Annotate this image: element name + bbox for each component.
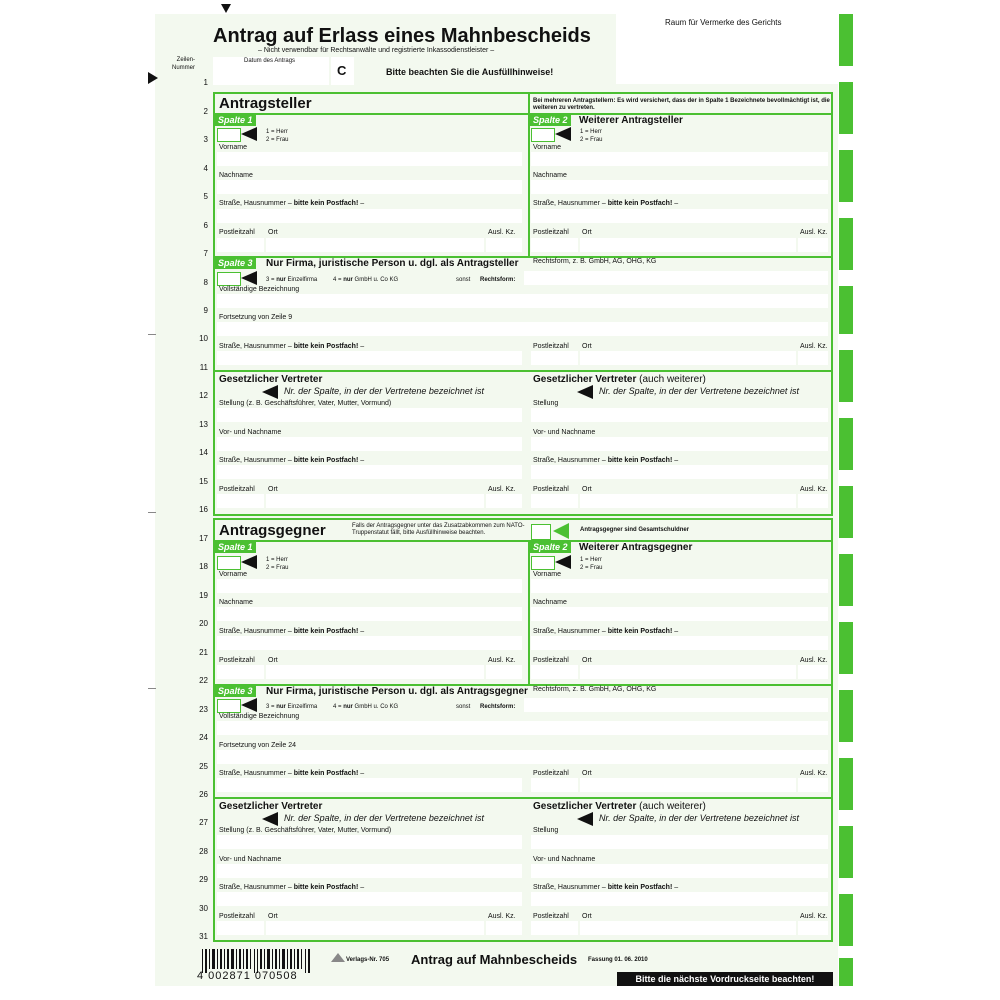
divider	[213, 113, 833, 115]
strasse-label: Straße, Hausnummer – bitte kein Postfach! –	[219, 628, 365, 635]
divider	[213, 797, 833, 799]
rechtsform-hint: Rechtsform, z. B. GmbH, AG, OHG, KG	[533, 258, 657, 265]
hint-text: Bitte beachten Sie die Ausfüllhinweise!	[386, 67, 554, 77]
ort-field[interactable]	[266, 238, 484, 252]
herr-label: 1 = Herr	[580, 557, 602, 563]
strasse-field[interactable]	[217, 351, 522, 365]
verlag-nr: Verlags-Nr. 705	[346, 957, 390, 963]
stellung-label: Stellung	[533, 400, 559, 407]
row-number: 5	[203, 192, 208, 201]
row-number: 9	[203, 306, 208, 315]
plz-label: Postleitzahl	[219, 486, 255, 493]
stellung-field[interactable]	[217, 408, 522, 422]
strasse-field[interactable]	[531, 209, 828, 223]
margin-stripe	[839, 14, 853, 66]
plz-field[interactable]	[531, 351, 578, 365]
plz-field[interactable]	[531, 494, 578, 508]
mehrere-note: Bei mehreren Antragstellern: Es wird versichert, dass der in Spalte 1 Bezeichnete bevollmächtigt ist, die weiteren zu vertreten.	[533, 98, 830, 111]
margin-stripe	[839, 486, 853, 538]
strasse-label: Straße, Hausnummer – bitte kein Postfach! –	[533, 884, 679, 891]
vornach-label: Vor- und Nachname	[533, 856, 596, 863]
fortsetzung-label: Fortsetzung von Zeile 24	[219, 742, 297, 749]
strasse-label: Straße, Hausnummer – bitte kein Postfach! –	[219, 884, 365, 891]
stellung-field[interactable]	[531, 835, 828, 849]
barcode-number: 4 002871 070508	[197, 970, 298, 982]
strasse-label: Straße, Hausnummer – bitte kein Postfach! –	[533, 628, 679, 635]
ort-field[interactable]	[580, 494, 796, 508]
row-number: 17	[199, 534, 208, 543]
divider	[528, 540, 530, 685]
strasse-field[interactable]	[217, 892, 522, 906]
plz-field[interactable]	[531, 665, 578, 679]
fold-mark	[148, 512, 156, 513]
margin-stripe	[839, 758, 853, 810]
rechtsform-label: Rechtsform:	[480, 277, 516, 283]
row-number: 25	[199, 762, 208, 771]
firma-heading: Nur Firma, juristische Person u. dgl. als Antragsgegner	[266, 686, 528, 697]
vornach-field[interactable]	[217, 437, 522, 451]
herr-label: 1 = Herr	[266, 129, 288, 135]
ausl-field[interactable]	[486, 665, 522, 679]
ausl-field[interactable]	[798, 921, 828, 935]
frau-label: 2 = Frau	[580, 565, 603, 571]
arrow-icon	[262, 812, 278, 826]
ort-label: Ort	[582, 770, 592, 777]
ausl-field[interactable]	[798, 494, 828, 508]
plz-field[interactable]	[531, 238, 578, 252]
nachname-label: Nachname	[219, 172, 253, 179]
ort-label: Ort	[268, 913, 278, 920]
spalte-1-tag: Spalte 1	[215, 115, 256, 126]
ausl-field[interactable]	[798, 778, 828, 792]
ort-field[interactable]	[580, 351, 796, 365]
plz-label: Postleitzahl	[533, 486, 569, 493]
vertreter-heading: Gesetzlicher Vertreter	[219, 374, 323, 385]
ort-label: Ort	[268, 657, 278, 664]
plz-label: Postleitzahl	[219, 657, 255, 664]
plz-field[interactable]	[217, 494, 264, 508]
row-number: 14	[199, 448, 208, 457]
vorname-label: Vorname	[219, 571, 248, 578]
strasse-label: Straße, Hausnummer – bitte kein Postfach! –	[533, 200, 679, 207]
frau-label: 2 = Frau	[580, 137, 603, 143]
fortsetzung-label: Fortsetzung von Zeile 9	[219, 314, 293, 321]
plz-label: Postleitzahl	[533, 229, 569, 236]
herr-label: 1 = Herr	[266, 557, 288, 563]
margin-stripe	[839, 418, 853, 470]
row-number: 27	[199, 818, 208, 827]
row-number: 28	[199, 847, 208, 856]
vornach-label: Vor- und Nachname	[219, 429, 282, 436]
ausl-label: Ausl. Kz.	[488, 229, 516, 236]
vertreter-heading: Gesetzlicher Vertreter	[219, 801, 323, 812]
ausl-label: Ausl. Kz.	[488, 486, 516, 493]
form-code: C	[337, 63, 347, 78]
strasse-field[interactable]	[217, 636, 522, 650]
nachname-label: Nachname	[533, 599, 567, 606]
arrow-icon	[241, 127, 257, 141]
fassung: Fassung 01. 06. 2010	[588, 957, 648, 963]
strasse-label: Straße, Hausnummer – bitte kein Postfach! –	[533, 457, 679, 464]
ort-label: Ort	[268, 486, 278, 493]
plz-label: Postleitzahl	[219, 229, 255, 236]
vorname-label: Vorname	[533, 144, 562, 151]
vertreter2-heading: Gesetzlicher Vertreter (auch weiterer)	[533, 801, 706, 812]
nachname-label: Nachname	[533, 172, 567, 179]
anrede-box[interactable]	[531, 128, 555, 142]
ausl-label: Ausl. Kz.	[800, 913, 828, 920]
margin-stripe	[839, 286, 853, 334]
spalte-2-tag: Spalte 2	[530, 115, 571, 126]
nr-spalte-label: Nr. der Spalte, in der der Vertretene bezeichnet ist	[284, 813, 484, 823]
plz-label: Postleitzahl	[533, 770, 569, 777]
arrow-icon	[241, 555, 257, 569]
margin-stripe	[839, 82, 853, 134]
strasse-label: Straße, Hausnummer – bitte kein Postfach! –	[219, 343, 365, 350]
stellung-label: Stellung	[533, 827, 559, 834]
form-subtitle: – Nicht verwendbar für Rechtsanwälte und registrierte Inkassodienstleister –	[258, 47, 495, 54]
plz-field[interactable]	[531, 921, 578, 935]
arrow-outline-icon	[553, 523, 569, 539]
ort-label: Ort	[582, 486, 592, 493]
vornach-label: Vor- und Nachname	[533, 429, 596, 436]
nachname-field[interactable]	[217, 607, 522, 621]
sonst-label: sonst	[456, 277, 471, 283]
fold-mark	[148, 688, 156, 689]
anrede-box[interactable]	[217, 128, 241, 142]
strasse-field[interactable]	[531, 636, 828, 650]
plz-field[interactable]	[217, 921, 264, 935]
row-number: 29	[199, 875, 208, 884]
ausl-label: Ausl. Kz.	[488, 657, 516, 664]
ort-label: Ort	[268, 229, 278, 236]
row-number: 24	[199, 733, 208, 742]
row-number: 13	[199, 420, 208, 429]
firma-type-box[interactable]	[217, 699, 241, 713]
vornach-field[interactable]	[531, 864, 828, 878]
rechtsform-field[interactable]	[524, 271, 828, 285]
vornach-label: Vor- und Nachname	[219, 856, 282, 863]
margin-stripe	[839, 350, 853, 402]
spalte-3-tag: Spalte 3	[215, 686, 256, 697]
vertreter2-heading: Gesetzlicher Vertreter (auch weiterer)	[533, 374, 706, 385]
einzelfirma-label: 3 = nur Einzelfirma	[266, 704, 318, 710]
vollst-label: Vollständige Bezeichnung	[219, 286, 300, 293]
rechtsform-label: Rechtsform:	[480, 704, 516, 710]
ausl-label: Ausl. Kz.	[488, 913, 516, 920]
vornach-field[interactable]	[217, 864, 522, 878]
row-number: 8	[203, 278, 208, 287]
nachname-label: Nachname	[219, 599, 253, 606]
publisher-logo-icon	[331, 953, 345, 962]
marker-icon	[221, 4, 231, 13]
ort-field[interactable]	[580, 778, 796, 792]
plz-label: Postleitzahl	[533, 343, 569, 350]
plz-label: Postleitzahl	[533, 913, 569, 920]
strasse-label: Straße, Hausnummer – bitte kein Postfach! –	[219, 200, 365, 207]
strasse-field[interactable]	[217, 465, 522, 479]
divider	[213, 370, 833, 372]
vornach-field[interactable]	[531, 437, 828, 451]
ausl-label: Ausl. Kz.	[800, 770, 828, 777]
rechtsform-hint: Rechtsform, z. B. GmbH, AG, OHG, KG	[533, 686, 657, 693]
row-number: 7	[203, 249, 208, 258]
gesamtschuldner-box[interactable]	[531, 524, 551, 540]
nachname-field[interactable]	[531, 180, 828, 194]
row-number: 21	[199, 648, 208, 657]
nr-spalte-label: Nr. der Spalte, in der der Vertretene bezeichnet ist	[599, 813, 799, 823]
plz-field[interactable]	[531, 778, 578, 792]
ort-field[interactable]	[266, 921, 484, 935]
marker-icon	[148, 72, 158, 84]
vollst-field[interactable]	[217, 294, 828, 308]
row-number: 11	[199, 363, 208, 372]
einzelfirma-label: 3 = nur Einzelfirma	[266, 277, 318, 283]
ort-label: Ort	[582, 657, 592, 664]
nato-note: Falls der Antragsgegner unter das Zusatzabkommen zum NATO-Truppenstatut fällt, bitte Ausfüllhinweise beachten.	[352, 523, 525, 536]
row-number: 6	[203, 221, 208, 230]
anrede-box[interactable]	[217, 556, 241, 570]
footer-title: Antrag auf Mahnbescheids	[411, 952, 578, 967]
arrow-icon	[555, 555, 571, 569]
row-number: 3	[203, 135, 208, 144]
antragsgegner-heading: Antragsgegner	[219, 522, 326, 539]
firma-heading: Nur Firma, juristische Person u. dgl. als Antragsteller	[266, 258, 519, 269]
ort-field[interactable]	[580, 665, 796, 679]
row-number: 10	[199, 334, 208, 343]
row-number: 2	[203, 107, 208, 116]
arrow-icon	[577, 385, 593, 399]
stellung-field[interactable]	[217, 835, 522, 849]
row-number: 1	[203, 78, 208, 87]
spalte-2-tag: Spalte 2	[530, 542, 571, 553]
margin-stripe	[839, 958, 853, 986]
row-number-label: Zeilen- Nummer	[172, 57, 196, 71]
margin-stripe	[839, 554, 853, 606]
gmbh-label: 4 = nur GmbH u. Co KG	[333, 704, 399, 710]
margin-stripe	[839, 150, 853, 202]
ausl-field[interactable]	[798, 351, 828, 365]
arrow-icon	[577, 812, 593, 826]
ort-field[interactable]	[580, 238, 796, 252]
row-number: 23	[199, 705, 208, 714]
date-label: Datum des Antrags	[244, 58, 296, 64]
row-number: 15	[199, 477, 208, 486]
spalte-3-tag: Spalte 3	[215, 258, 256, 269]
ausl-field[interactable]	[486, 921, 522, 935]
ausl-label: Ausl. Kz.	[800, 657, 828, 664]
stellung-field[interactable]	[531, 408, 828, 422]
strasse-label: Straße, Hausnummer – bitte kein Postfach! –	[219, 457, 365, 464]
nr-spalte-label: Nr. der Spalte, in der der Vertretene bezeichnet ist	[599, 386, 799, 396]
strasse-field[interactable]	[217, 209, 522, 223]
stellung-label: Stellung (z. B. Geschäftsführer, Vater, Mutter, Vormund)	[219, 827, 392, 834]
next-page-banner: Bitte die nächste Vordruckseite beachten!	[617, 972, 833, 986]
arrow-icon	[555, 127, 571, 141]
ort-label: Ort	[582, 343, 592, 350]
row-number: 31	[199, 932, 208, 941]
weiterer-heading: Weiterer Antragsgegner	[579, 542, 693, 553]
ausl-field[interactable]	[486, 494, 522, 508]
margin-stripe	[839, 622, 853, 674]
row-number: 30	[199, 904, 208, 913]
antragsteller-heading: Antragsteller	[219, 95, 312, 112]
strasse-field[interactable]	[531, 892, 828, 906]
row-number: 20	[199, 619, 208, 628]
firma-type-box[interactable]	[217, 272, 241, 286]
fortsetzung-field[interactable]	[217, 322, 828, 336]
strasse-field[interactable]	[217, 778, 522, 792]
row-number: 19	[199, 591, 208, 600]
sonst-label: sonst	[456, 704, 471, 710]
vorname-label: Vorname	[533, 571, 562, 578]
nachname-field[interactable]	[217, 180, 522, 194]
plz-field[interactable]	[217, 665, 264, 679]
ausl-field[interactable]	[798, 665, 828, 679]
arrow-icon	[262, 385, 278, 399]
frau-label: 2 = Frau	[266, 565, 289, 571]
ort-field[interactable]	[580, 921, 796, 935]
arrow-icon	[241, 698, 257, 712]
vorname-field[interactable]	[531, 152, 828, 166]
gmbh-label: 4 = nur GmbH u. Co KG	[333, 277, 399, 283]
nachname-field[interactable]	[531, 607, 828, 621]
ausl-label: Ausl. Kz.	[800, 229, 828, 236]
form-title: Antrag auf Erlass eines Mahnbescheids	[213, 25, 591, 47]
fold-mark	[148, 334, 156, 335]
herr-label: 1 = Herr	[580, 129, 602, 135]
ort-label: Ort	[582, 913, 592, 920]
ort-field[interactable]	[266, 494, 484, 508]
row-number: 26	[199, 790, 208, 799]
row-number: 12	[199, 391, 208, 400]
plz-field[interactable]	[217, 238, 264, 252]
gesamtschuldner-label: Antragsgegner sind Gesamtschuldner	[580, 527, 690, 533]
stellung-label: Stellung (z. B. Geschäftsführer, Vater, Mutter, Vormund)	[219, 400, 392, 407]
vorname-field[interactable]	[217, 579, 522, 593]
weiterer-heading: Weiterer Antragsteller	[579, 115, 683, 126]
plz-label: Postleitzahl	[219, 913, 255, 920]
margin-stripe	[839, 218, 853, 270]
rechtsform-field[interactable]	[524, 698, 828, 712]
ort-field[interactable]	[266, 665, 484, 679]
strasse-field[interactable]	[531, 465, 828, 479]
row-number: 16	[199, 505, 208, 514]
vorname-label: Vorname	[219, 144, 248, 151]
margin-stripe	[839, 826, 853, 878]
ort-label: Ort	[582, 229, 592, 236]
nr-spalte-label: Nr. der Spalte, in der der Vertretene bezeichnet ist	[284, 386, 484, 396]
row-number: 4	[203, 164, 208, 173]
spalte-1-tag: Spalte 1	[215, 542, 256, 553]
row-number: 18	[199, 562, 208, 571]
ausl-label: Ausl. Kz.	[800, 343, 828, 350]
margin-stripe	[839, 894, 853, 946]
ausl-label: Ausl. Kz.	[800, 486, 828, 493]
strasse-label: Straße, Hausnummer – bitte kein Postfach! –	[219, 770, 365, 777]
plz-label: Postleitzahl	[533, 657, 569, 664]
vollst-label: Vollständige Bezeichnung	[219, 713, 300, 720]
vorname-field[interactable]	[531, 579, 828, 593]
court-notes-label: Raum für Vermerke des Gerichts	[665, 18, 782, 27]
arrow-icon	[241, 271, 257, 285]
divider	[213, 540, 833, 542]
vollst-field[interactable]	[217, 721, 828, 735]
ausl-field[interactable]	[798, 238, 828, 252]
vorname-field[interactable]	[217, 152, 522, 166]
ausl-field[interactable]	[486, 238, 522, 252]
anrede-box[interactable]	[531, 556, 555, 570]
row-number: 22	[199, 676, 208, 685]
margin-stripe	[839, 690, 853, 742]
frau-label: 2 = Frau	[266, 137, 289, 143]
fortsetzung-field[interactable]	[217, 750, 828, 764]
